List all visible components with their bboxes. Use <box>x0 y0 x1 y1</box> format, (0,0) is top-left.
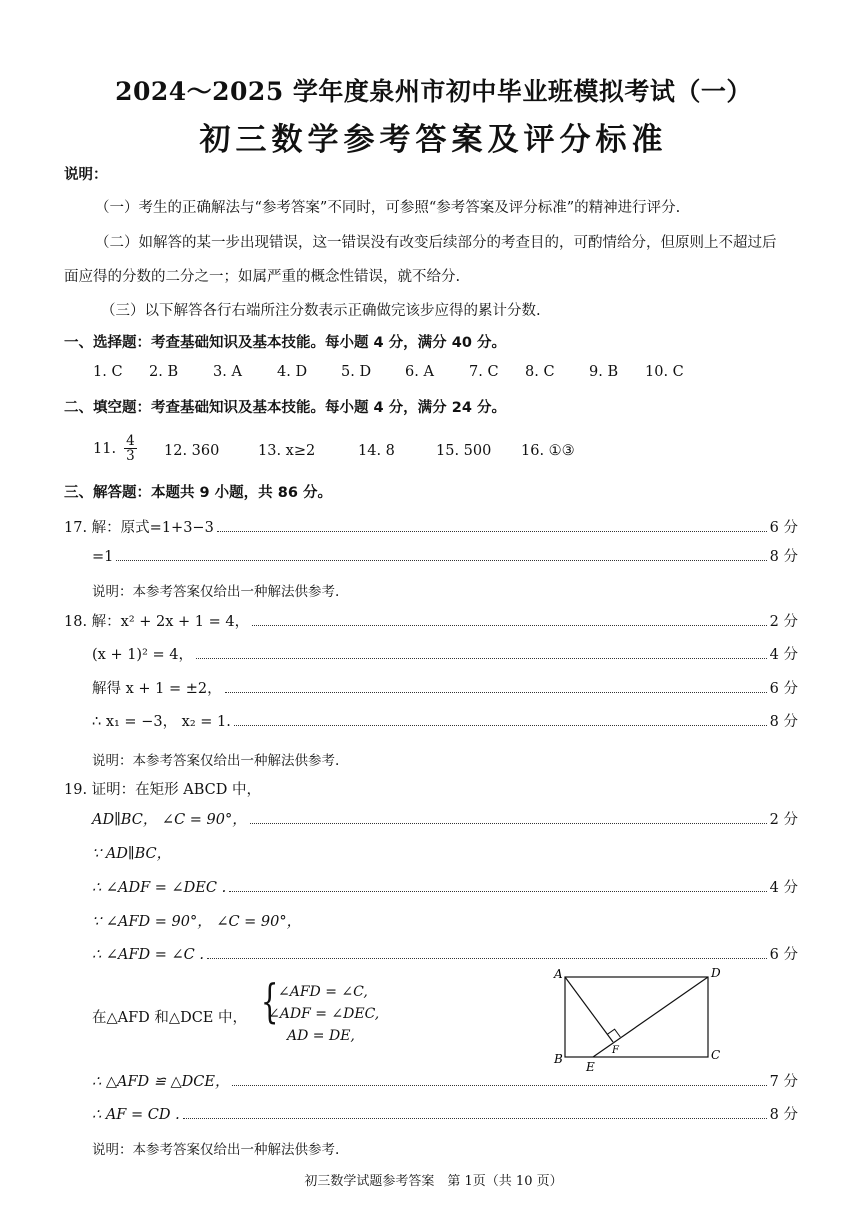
leader-dots <box>217 531 767 532</box>
page-subtitle: 初三数学参考答案及评分标准 <box>199 122 668 158</box>
leader-dots <box>229 891 766 892</box>
page-title: 2024～2025 学年度泉州市初中毕业班模拟考试（一） <box>115 77 752 106</box>
q19-line-8 <box>92 1103 798 1124</box>
segment-de <box>593 977 708 1057</box>
answer-8: 8. C <box>525 364 555 380</box>
note-item: 面应得的分数的二分之一；如属严重的概念性错误，就不给分. <box>64 269 461 285</box>
q18-line-1 <box>64 610 798 631</box>
score-mark: 6 分 <box>769 947 798 963</box>
q18-step: 解得 x + 1 = ±2， <box>92 681 222 697</box>
leader-dots <box>232 1085 766 1086</box>
answer-11-fraction <box>124 434 137 463</box>
label-d: D <box>711 966 721 980</box>
answer-13: 13. x≥2 <box>258 443 316 459</box>
answer-6: 6. A <box>405 364 434 380</box>
q19-step: ∵ ∠AFD = 90°， ∠C = 90°， <box>92 914 302 930</box>
label-b: B <box>554 1052 563 1066</box>
section3-heading: 三、解答题：本题共 9 小题，共 86 分。 <box>64 485 332 501</box>
page-footer: 初三数学试题参考答案 第 1页（共 10 页） <box>304 1174 563 1189</box>
q18-line-4 <box>92 710 798 731</box>
answer-2: 2. B <box>149 364 179 380</box>
score-mark: 4 分 <box>769 647 798 663</box>
label-a: A <box>554 967 563 981</box>
section2-heading: 二、填空题：考查基础知识及基本技能。每小题 4 分，满分 24 分。 <box>64 400 506 416</box>
q17-step: 17. 解：原式=1+3−3 <box>64 520 214 536</box>
q19-line-3 <box>92 876 798 897</box>
answer-15: 15. 500 <box>436 443 492 459</box>
score-mark: 2 分 <box>769 614 798 630</box>
leader-dots <box>250 823 767 824</box>
score-mark: 7 分 <box>769 1074 798 1090</box>
right-angle-mark <box>607 1029 620 1037</box>
score-mark: 8 分 <box>769 549 798 565</box>
answer-1: 1. C <box>93 364 123 380</box>
brace-line-2: ∠ADF = ∠DEC, <box>268 1006 380 1022</box>
q19-intro: 19. 证明：在矩形 ABCD 中， <box>64 782 262 798</box>
score-mark: 6 分 <box>769 681 798 697</box>
q19-step: 在△AFD 和△DCE 中， <box>92 1010 247 1026</box>
score-mark: 8 分 <box>769 714 798 730</box>
q19-line-1 <box>92 808 798 829</box>
answer-10: 10. C <box>645 364 684 380</box>
q19-line-5 <box>92 943 798 964</box>
leader-dots <box>234 725 767 726</box>
leader-dots <box>116 560 766 561</box>
q17-note: 说明：本参考答案仅给出一种解法供参考. <box>92 584 340 600</box>
q19-step: ∴ △AFD ≌ △DCE， <box>92 1074 230 1090</box>
answer-16: 16. ①③ <box>521 443 575 459</box>
label-c: C <box>711 1048 721 1062</box>
q18-step: 18. 解：x² + 2x + 1 = 4， <box>64 614 250 630</box>
fraction-denominator: 3 <box>126 448 135 465</box>
fraction-numerator: 4 <box>126 433 135 449</box>
q19-note: 说明：本参考答案仅给出一种解法供参考. <box>92 1142 340 1158</box>
answer-11-label: 11. <box>93 440 117 457</box>
answer-14: 14. 8 <box>358 443 395 459</box>
answer-11 <box>93 434 137 463</box>
section1-heading: 一、选择题：考查基础知识及基本技能。每小题 4 分，满分 40 分。 <box>64 335 506 351</box>
answer-3: 3. A <box>213 364 242 380</box>
label-e: E <box>586 1060 595 1074</box>
answer-4: 4. D <box>277 364 308 380</box>
q17-step: =1 <box>92 549 114 565</box>
left-brace: { <box>260 974 279 1028</box>
q19-line-7 <box>92 1070 798 1091</box>
score-mark: 4 分 <box>769 880 798 896</box>
answer-9: 9. B <box>589 364 619 380</box>
score-mark: 8 分 <box>769 1107 798 1123</box>
note-item: （二）如解答的某一步出现错误，这一错误没有改变后续部分的考查目的，可酌情给分，但原则上不超过后 <box>95 235 777 251</box>
q17-line-1 <box>64 516 798 537</box>
label-f: F <box>612 1045 619 1056</box>
note-item: （一）考生的正确解法与“参考答案”不同时，可参照“参考答案及评分标准”的精神进行评分. <box>95 200 681 216</box>
rectangle-figure <box>545 965 735 1075</box>
segment-af <box>565 977 613 1042</box>
q19-step: AD∥BC， ∠C = 90°， <box>92 812 247 828</box>
leader-dots <box>196 658 767 659</box>
leader-dots <box>183 1118 767 1119</box>
brace-line-3: AD = DE, <box>287 1028 355 1044</box>
rectangle-abcd <box>565 977 708 1057</box>
q19-step: ∴ ∠AFD = ∠C . <box>92 947 204 963</box>
q17-line-2 <box>92 545 798 566</box>
q19-step: ∴ ∠ADF = ∠DEC . <box>92 880 227 896</box>
score-mark: 2 分 <box>769 812 798 828</box>
q18-line-2 <box>92 643 798 664</box>
q18-step: ∴ x₁ = −3， x₂ = 1. <box>92 714 231 730</box>
answer-12: 12. 360 <box>164 443 220 459</box>
q19-step: ∴ AF = CD . <box>92 1107 180 1123</box>
q18-line-3 <box>92 677 798 698</box>
brace-line-1: ∠AFD = ∠C, <box>278 984 368 1000</box>
answer-7: 7. C <box>469 364 499 380</box>
note-item: （三）以下解答各行右端所注分数表示正确做完该步应得的累计分数. <box>101 303 541 319</box>
notes-heading: 说明： <box>64 167 108 183</box>
q19-step: ∵ AD∥BC， <box>92 846 172 862</box>
answer-5: 5. D <box>341 364 372 380</box>
leader-dots <box>252 625 767 626</box>
leader-dots <box>225 692 767 693</box>
leader-dots <box>207 958 767 959</box>
q18-step: (x + 1)² = 4， <box>92 647 193 663</box>
q18-note: 说明：本参考答案仅给出一种解法供参考. <box>92 753 340 769</box>
score-mark: 6 分 <box>769 520 798 536</box>
